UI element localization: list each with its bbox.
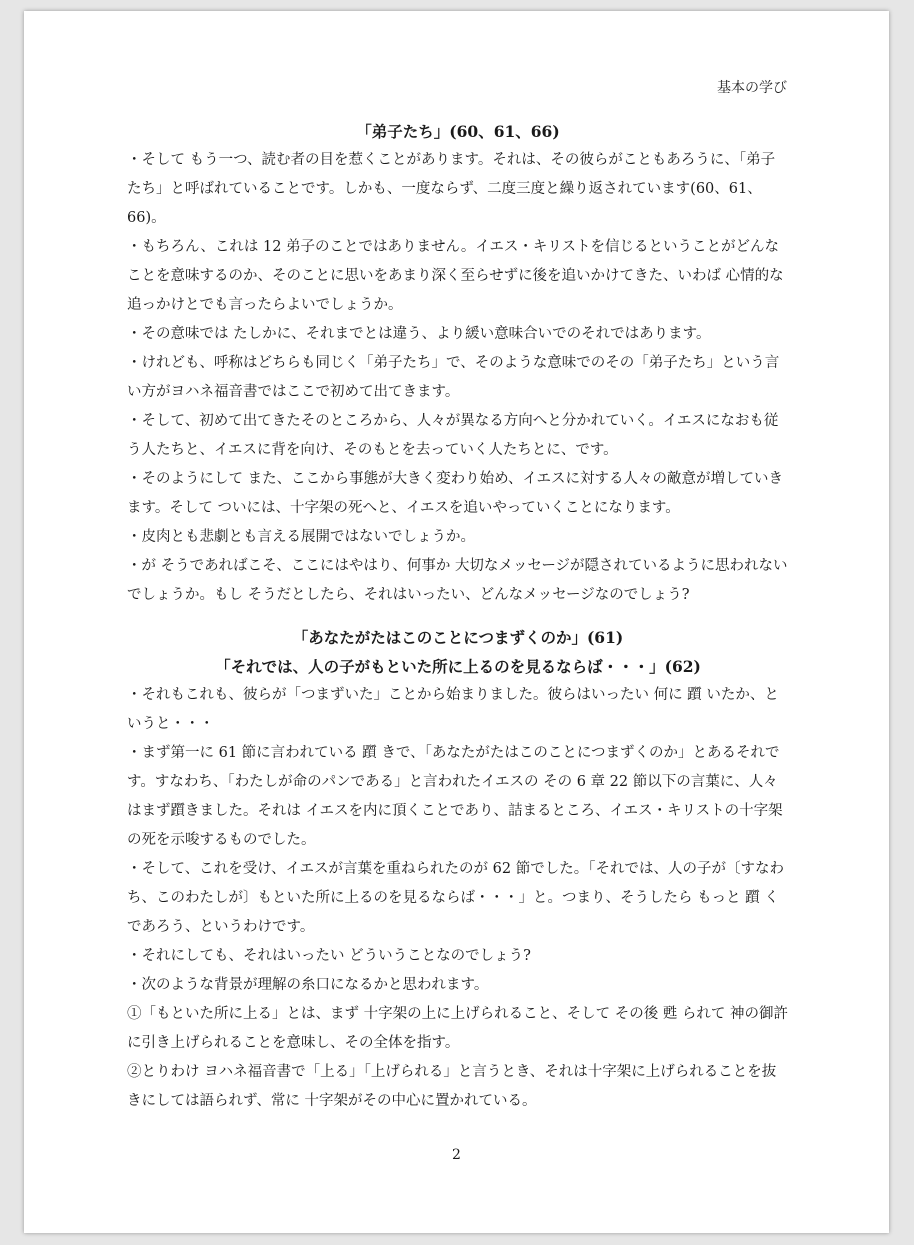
section-title: 「弟子たち」(60、61、66) — [356, 122, 560, 141]
paragraph: ・もちろん、これは 12 弟子のことではありません。イエス・キリストを信じるということがどんなことを意味するのか、そのことに思いをあまり深く至らせずに後を追いかけてきた、いわば 心情的な追っかけとでも言ったらよいでしょうか。 — [127, 239, 784, 313]
document-page — [24, 11, 889, 1233]
paragraph: ・それにしても、それはいったい どういうことなのでしょう? — [127, 948, 531, 964]
paragraph: ・そして、初めて出てきたそのところから、人々が異なる方向へと分かれていく。イエスになおも従う人たちと、イエスに背を向け、そのもとを去っていく人たちとに、です。 — [127, 413, 779, 458]
paragraph: ・皮肉とも悲劇とも言える展開ではないでしょうか。 — [127, 529, 475, 545]
paragraph: ・そのようにして また、ここから事態が大きく変わり始め、イエスに対する人々の敵意が増していきます。そして ついには、十字架の死へと、イエスを追いやっていくことになります。 — [127, 471, 783, 516]
paragraph: ・が そうであればこそ、ここにはやはり、何事か 大切なメッセージが隠されているように思われないでしょうか。もし そうだとしたら、それはいったい、どんなメッセージなのでしょう? — [127, 558, 788, 603]
paragraph: ・それもこれも、彼らが「つまずいた」ことから始まりました。彼らはいったい 何に 躓 いたか、というと・・・ — [127, 687, 779, 732]
paragraph: ②とりわけ ヨハネ福音書で「上る」「上げられる」と言うとき、それは十字架に上げられることを抜きにしては語られず、常に 十字架がその中心に置かれている。 — [127, 1064, 777, 1109]
page-number: 2 — [452, 1147, 461, 1163]
section-title: 「あなたがたはこのことにつまずくのか」(61) — [292, 628, 624, 647]
section-gap — [127, 610, 789, 623]
section-subtitle: 「それでは、人の子がもといた所に上るのを見るならば・・・」(62) — [215, 657, 701, 676]
running-header: 基本の学び — [717, 80, 787, 96]
paragraph: ・そして、これを受け、イエスが言葉を重ねられたのが 62 節でした。「それでは、人の子が〔すなわち、このわたしが〕もといた所に上るのを見るならば・・・」と。つまり、そうしたら もっと 躓 くであろう、というわけです。 — [127, 861, 784, 935]
paragraph: ・その意味では たしかに、それまでとは違う、より緩い意味合いでのそれではあります。 — [127, 326, 711, 342]
paragraph: ・次のような背景が理解の糸口になるかと思われます。 — [127, 977, 489, 993]
paragraph: ・まず第一に 61 節に言われている 躓 きで、「あなたがたはこのことにつまずくのか」とあるそれです。すなわち、「わたしが命のパンである」と言われたイエスの その 6 章 22 節以下の言葉に、人々はまず躓きました。それは イエスを内に頂くことであり、詰まるところ、イエス・キリストの十字架の死を示唆するものでした。 — [127, 745, 783, 848]
paragraph: ・そして もう一つ、読む者の目を惹くことがあります。それは、その彼らがこともあろうに、「弟子たち」と呼ばれていることです。しかも、一度ならず、二度三度と繰り返されています(60、61、66)。 — [127, 152, 776, 226]
paragraph: ・けれども、呼称はどちらも同じく「弟子たち」で、そのような意味でのその「弟子たち」という言い方がヨハネ福音書ではここで初めて出てきます。 — [127, 355, 780, 400]
paragraph: ①「もといた所に上る」とは、まず 十字架の上に上げられること、そして その後 甦 られて 神の御許に引き上げられることを意味し、その全体を指す。 — [127, 1006, 789, 1051]
page-content — [127, 117, 789, 1116]
